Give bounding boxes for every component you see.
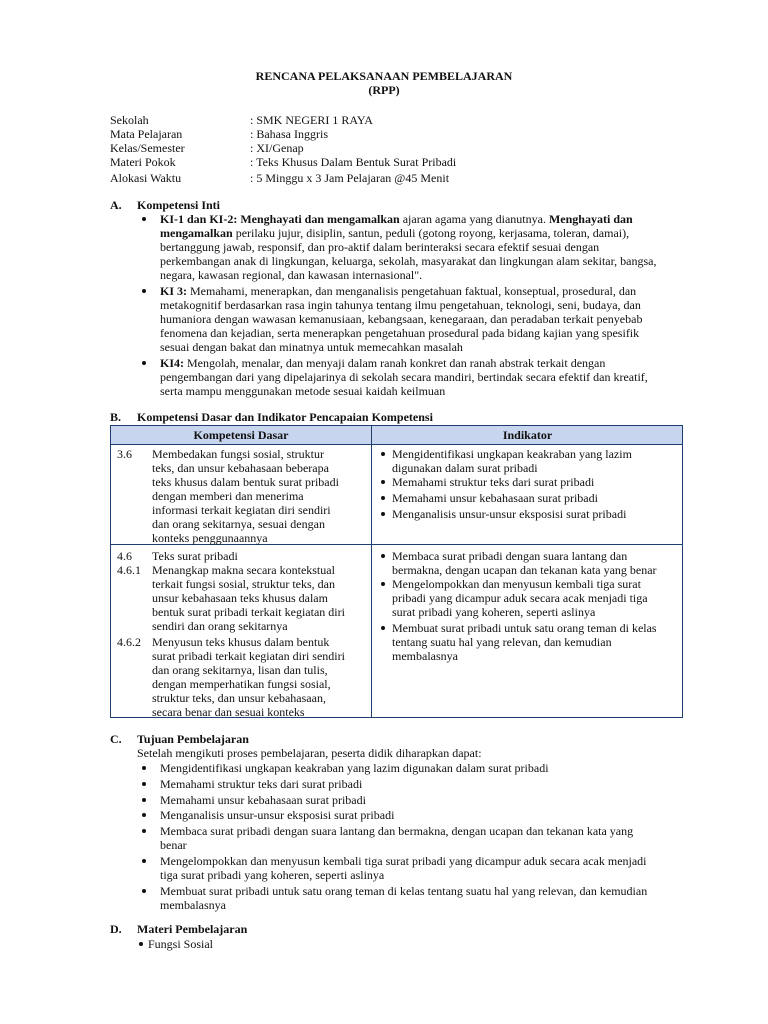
bullet-icon — [381, 512, 385, 516]
indicator-text: tentang suatu hal yang relevan, dan kemudian — [392, 635, 612, 649]
bullet-icon — [381, 582, 385, 586]
goal-item: Mengidentifikasi ungkapan keakraban yang lazim digunakan dalam surat pribadi — [160, 761, 549, 775]
section-c-intro: Setelah mengikuti proses pembelajaran, peserta didik diharapkan dapat: — [137, 746, 482, 760]
material-item: Fungsi Sosial — [148, 937, 214, 951]
goal-item: Membaca surat pribadi dengan suara lantang dan bermakna, dengan ucapan dan tekanan kata yang — [160, 824, 634, 838]
header-kompetensi-dasar: Kompetensi Dasar — [193, 428, 289, 442]
kd-text: dan orang sekitarnya, sesuai dengan — [152, 517, 325, 531]
ki3-line3: humaniora dengan wawasan kemanusiaan, kebangsaan, kenegaraan, dan peradaban terkait penyebab — [160, 312, 643, 326]
kd-text: Menyusun teks khusus dalam bentuk — [152, 635, 330, 649]
ki3-line4: fenomena dan kejadian, serta menerapkan pengetahuan prosedural pada bidang kajian yang spesifik — [160, 326, 640, 340]
ki3-line5: sesuai dengan bakat dan minatnya untuk memecahkan masalah — [160, 340, 463, 354]
kd-text: Membedakan fungsi sosial, struktur — [152, 447, 324, 461]
indicator-text: surat pribadi yang koheren, seperti aslinya — [392, 605, 596, 619]
kd-text: secara benar dan sesuai konteks — [152, 705, 305, 719]
kd-text: sendiri dan orang sekitarnya — [152, 619, 288, 633]
goal-item-cont: tiga surat pribadi yang koheren, seperti aslinya — [160, 868, 385, 882]
ki4-line3: serta mampu menggunakan metode sesuai kaidah keilmuan — [160, 384, 446, 398]
identity-label: Mata Pelajaran — [110, 127, 183, 141]
indicator-text: pribadi yang dicampur aduk secara acak menjadi tiga — [392, 591, 648, 605]
section-d-title: Materi Pembelajaran — [137, 922, 248, 936]
goal-item: Membuat surat pribadi untuk satu orang teman di kelas tentang suatu hal yang relevan, dan kemudian — [160, 884, 648, 898]
identity-value: : SMK NEGERI 1 RAYA — [250, 113, 373, 127]
ki12-line5: negara, kawasan regional, dan kawasan internasional". — [160, 268, 423, 282]
identity-label: Kelas/Semester — [110, 141, 185, 155]
indicator-text: membalasnya — [392, 649, 458, 663]
bullet-icon — [142, 859, 146, 863]
indicator-text: Memahami unsur kebahasaan surat pribadi — [392, 491, 598, 505]
section-c-letter: C. — [110, 732, 122, 746]
ki4-line1 — [160, 356, 605, 370]
ki12-line4: perkembangan anak di lingkungan, keluarga, sekolah, masyarakat dan lingkungan alam sekitar, bangsa, — [160, 254, 657, 268]
document-title: RENCANA PELAKSANAAN PEMBELAJARAN — [255, 69, 513, 83]
kd-number: 4.6.1 — [117, 563, 141, 577]
table-column-divider — [371, 426, 372, 717]
competency-table — [110, 425, 683, 718]
bullet-icon — [142, 829, 146, 833]
document-subtitle: (RPP) — [368, 83, 400, 97]
bullet-icon — [381, 626, 385, 630]
goal-item: Mengelompokkan dan menyusun kembali tiga surat pribadi yang dicampur aduk secara acak menjadi — [160, 854, 647, 868]
bullet-icon — [142, 289, 146, 293]
ki12-bold1: KI-1 dan KI-2: Menghayati dan mengamalkan — [160, 212, 400, 226]
ki4-text: Mengolah, menalar, dan menyaji dalam ranah konkret dan ranah abstrak terkait dengan — [184, 356, 606, 370]
kd-text: teks khusus dalam bentuk surat pribadi — [152, 475, 339, 489]
indicator-text: Memahami struktur teks dari surat pribadi — [392, 475, 595, 489]
kd-text: informasi terkait kegiatan diri sendiri — [152, 503, 331, 517]
kd-text: Menangkap makna secara kontekstual — [152, 563, 335, 577]
bullet-icon — [142, 782, 146, 786]
ki3-line1 — [160, 284, 636, 298]
bullet-icon — [381, 554, 385, 558]
header-indikator: Indikator — [502, 428, 553, 442]
goal-item-cont: benar — [160, 838, 187, 852]
ki12-text1: ajaran agama yang dianutnya. — [399, 212, 549, 226]
bullet-icon — [381, 452, 385, 456]
kd-text: dan orang sekitarnya, lisan dan tulis, — [152, 663, 328, 677]
ki12-line1 — [160, 212, 633, 226]
kd-text: struktur teks, dan unsur kebahasaan, — [152, 691, 326, 705]
ki3-text: Memahami, menerapkan, dan menganalisis pengetahuan faktual, konseptual, prosedural, dan — [187, 284, 637, 298]
kd-text: teks, dan unsur kebahasaan beberapa — [152, 461, 329, 475]
indicator-text: bermakna, dengan ucapan dan tekanan kata yang benar — [392, 563, 657, 577]
goal-item: Menganalisis unsur-unsur eksposisi surat pribadi — [160, 808, 395, 822]
ki3-bold: KI 3: — [160, 284, 187, 298]
section-a-letter: A. — [110, 198, 122, 212]
bullet-icon — [142, 361, 146, 365]
indicator-text: Membaca surat pribadi dengan suara lantang dan — [392, 549, 628, 563]
section-c-title: Tujuan Pembelajaran — [137, 732, 249, 746]
indicator-text: Menganalisis unsur-unsur eksposisi surat pribadi — [392, 507, 627, 521]
indicator-text: Mengelompokkan dan menyusun kembali tiga surat — [392, 577, 641, 591]
section-b-title: Kompetensi Dasar dan Indikator Pencapaian Kompetensi — [137, 410, 433, 424]
bullet-icon — [139, 942, 143, 946]
bullet-icon — [142, 217, 146, 221]
identity-value: : 5 Minggu x 3 Jam Pelajaran @45 Menit — [250, 171, 450, 185]
goal-item: Memahami struktur teks dari surat pribadi — [160, 777, 363, 791]
identity-label: Alokasi Waktu — [110, 171, 182, 185]
identity-label: Sekolah — [110, 113, 149, 127]
kd-number: 4.6.2 — [117, 635, 141, 649]
ki4-bold: KI4: — [160, 356, 184, 370]
goal-item-cont: membalasnya — [160, 898, 226, 912]
identity-value: : Bahasa Inggris — [250, 127, 328, 141]
kd-text: Teks surat pribadi — [152, 549, 238, 563]
ki12-line2-text: perilaku jujur, disiplin, santun, peduli (gotong royong, kerjasama, toleran, damai), — [232, 226, 630, 240]
kd-text: surat pribadi terkait kegiatan diri sendiri — [152, 649, 345, 663]
section-b-letter: B. — [110, 410, 122, 424]
indicator-text: Membuat surat pribadi untuk satu orang teman di kelas — [392, 621, 657, 635]
kd-text: terkait fungsi sosial, struktur teks, dan — [152, 577, 335, 591]
bullet-icon — [142, 813, 146, 817]
ki12-bold2: Menghayati dan — [548, 212, 633, 226]
identity-label: Materi Pokok — [110, 155, 176, 169]
kd-number: 3.6 — [117, 447, 132, 461]
ki12-line3: bertanggung jawab, responsif, dan pro-aktif dalam berinteraksi secara efektif sesuai dengan — [160, 240, 600, 254]
ki3-line2: metakognitif berdasarkan rasa ingin tahunya tentang ilmu pengetahuan, teknologi, seni, budaya, dan — [160, 298, 641, 312]
indicator-text: Mengidentifikasi ungkapan keakraban yang lazim — [392, 447, 632, 461]
kd-text: dengan memberi dan menerima — [152, 489, 304, 503]
bullet-icon — [381, 480, 385, 484]
kd-number: 4.6 — [117, 549, 132, 563]
identity-value: : XI/Genap — [250, 141, 304, 155]
bullet-icon — [381, 496, 385, 500]
bullet-icon — [142, 889, 146, 893]
kd-text: bentuk surat pribadi terkait kegiatan diri — [152, 605, 345, 619]
goal-item: Memahami unsur kebahasaan surat pribadi — [160, 793, 366, 807]
kd-text: konteks penggunaannya — [152, 531, 268, 545]
bullet-icon — [142, 766, 146, 770]
kd-text: unsur kebahasaan teks khusus dalam — [152, 591, 328, 605]
ki12-line2-bold: mengamalkan — [160, 226, 233, 240]
section-d-letter: D. — [110, 922, 122, 936]
identity-value: : Teks Khusus Dalam Bentuk Surat Pribadi — [250, 155, 457, 169]
section-a-title: Kompetensi Inti — [137, 198, 221, 212]
ki12-line2 — [160, 226, 629, 240]
ki4-line2: pengembangan dari yang dipelajarinya di sekolah secara mandiri, bertindak secara efektif dan kreatif, — [160, 370, 648, 384]
bullet-icon — [142, 798, 146, 802]
kd-text: dengan memperhatikan fungsi sosial, — [152, 677, 331, 691]
indicator-text: digunakan dalam surat pribadi — [392, 461, 538, 475]
